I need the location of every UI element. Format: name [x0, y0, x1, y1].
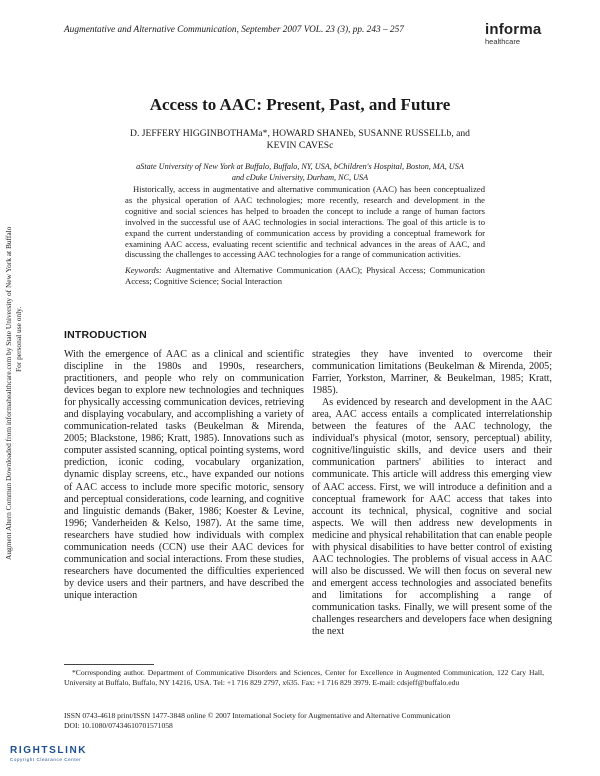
intro-paragraph-2: As evidenced by research and development in the AAC area, AAC access entails a complicated interrelationship between the features of the AAC technology, the individual's physical (motor, sensory, perceptual) ability, cognitive/linguistic skills, and device users and their communication partners' abilities to interact and communicate. This article will address this emerging view of AAC access. First, we will introduce a definition and a conceptual framework for AAC access that takes into account its technical, physical, cognitive and social aspects. We will then address new developments in medicine and physical rehabilitation that can enable people with physical disabilities to have better control of existing AAC technologies. The problems of visual access in AAC will also be discussed. We will then focus on several new and emergent access technologies and associated benefits and limitations for accomplishing a range of communication tasks. Finally, we will present some of the challenges researchers and developers face when designing the next — [312, 397, 552, 638]
abstract-text: Historically, access in augmentative and alternative communication (AAC) has been conceptualized as the physical operation of AAC technologies; more recently, research and development in the cognitive and social sciences has helped to broaden the concept to include a range of human factors involved in the successful use of AAC technologies in social interactions. The goal of this article is to expand the current understanding of communication access by providing a conceptual framework for examining AAC access, evaluating recent scientific and technical advances in the areas of AAC, and discussing the challenges to accessing AAC technologies for a range of communication activities. — [125, 184, 485, 260]
intro-paragraph-1: With the emergence of AAC as a clinical and scientific discipline in the 1980s and 1990s, researchers, practitioners, and people who rely on communication devices began to explore new technologies and techniques for physically accessing communication devices, retrieving and displaying vocabulary, and accomplishing a variety of communication-related tasks (Beukelman & Mirenda, 2005; Blackstone, 1986; Kratt, 1985). Innovations such as computer assisted scanning, optical pointing systems, word prediction, iconic coding, vocabulary organization, dynamic display screens, etc., have expanded our notions of AAC access to include more specific motoric, sensory and perceptual considerations, code learning, and cognitive and linguistic demands (Baker, 1986; Koester & Levine, 1996; Vanderheiden & Kelso, 1987). At the same time, researchers have studied how individuals with complex communication needs (CCN) use their AAC devices for communication and social interactions. From these studies, researchers have documented the difficulties experienced by device users and their partners, and have described the unique interaction — [64, 349, 304, 601]
affiliation-line-2: and cDuke University, Durham, NC, USA — [231, 172, 369, 182]
corresponding-author-footnote — [64, 668, 544, 687]
affiliation-line-1: aState University of New York at Buffalo, Buffalo, NY, USA, bChildren's Hospital, Boston, MA, USA — [136, 162, 464, 171]
author-line-2: KEVIN CAVESc — [266, 140, 334, 151]
issn-line: ISSN 0743-4618 print/ISSN 1477-3848 online © 2007 International Society for Augmentative and Alternative Communication — [64, 711, 451, 720]
body-column-left — [64, 349, 304, 602]
doi-line: DOI: 10.1080/07434610701571058 — [64, 720, 173, 730]
keywords-text: Augmentative and Alternative Communication (AAC); Physical Access; Communication Access; Cognitive Science; Social Interaction — [125, 265, 485, 286]
section-heading-introduction: INTRODUCTION — [64, 329, 147, 341]
author-list — [90, 128, 510, 152]
issn-doi-block — [64, 711, 544, 731]
publisher-logo — [485, 22, 565, 46]
publisher-logo-text: informa — [485, 21, 542, 38]
article-title: Access to AAC: Present, Past, and Future — [149, 95, 451, 114]
rightslink-subtext: Copyright Clearance Center — [10, 757, 82, 762]
abstract — [125, 184, 485, 260]
keywords — [125, 265, 485, 287]
download-notice-line1: Augment Altern Commun Downloaded from informahealthcare.com by State University of New York at Buffalo — [4, 226, 13, 560]
affiliations — [110, 162, 490, 183]
keywords-label: Keywords: — [125, 265, 162, 275]
author-line-1: D. JEFFERY HIGGINBOTHAMa*, HOWARD SHANEb, SUSANNE RUSSELLb, and — [130, 128, 470, 139]
download-notice — [0, 0, 30, 776]
body-column-right — [312, 349, 552, 638]
intro-paragraph-1-continued: strategies they have invented to overcome their communication limitations (Beukelman & Mirenda, 2005; Farrier, Yorkston, Marriner, & Beukelman, 1985; Kratt, 1985). — [312, 349, 552, 397]
journal-citation: Augmentative and Alternative Communication, September 2007 VOL. 23 (3), pp. 243 – 257 — [64, 25, 404, 35]
rightslink-logo[interactable]: RIGHTSLINK — [10, 745, 88, 756]
footnote-divider — [64, 664, 154, 665]
footnote-text: *Corresponding author. Department of Communicative Disorders and Sciences, Center for Excellence in Augmented Communication, 122 Cary Hall, University at Buffalo, Buffalo, NY 14216, USA. Tel: +1 716 829 2797, x635. Fax: +1 716 829 3979. E-mail: cdsjeff@buffalo.edu — [64, 668, 544, 687]
publisher-logo-subtext: healthcare — [485, 37, 521, 46]
download-notice-line2: For personal use only. — [14, 306, 23, 372]
